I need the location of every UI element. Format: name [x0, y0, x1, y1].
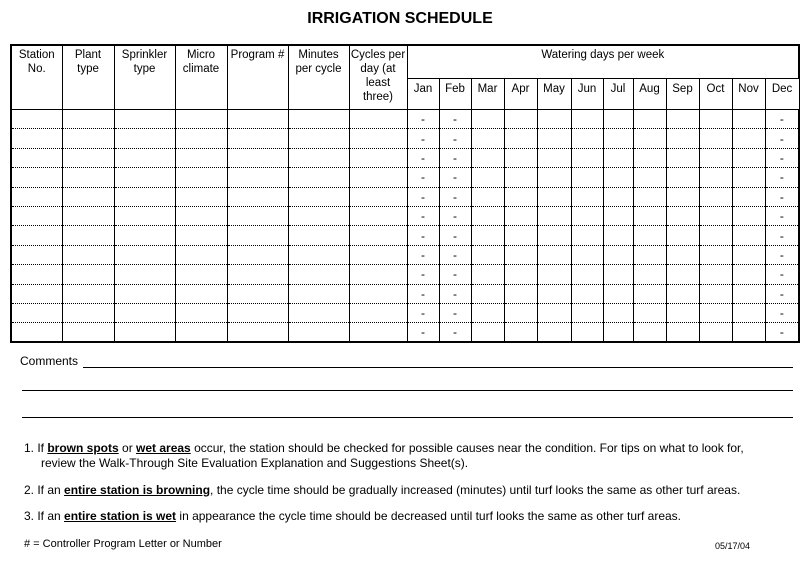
cell-jul[interactable]	[603, 110, 633, 129]
cell-cycles[interactable]	[349, 245, 407, 264]
irrigation-schedule-table	[10, 44, 800, 343]
cell-micro-climate[interactable]	[175, 265, 227, 284]
cell-apr[interactable]	[504, 226, 537, 245]
cell-mar[interactable]	[471, 265, 504, 284]
cell-aug[interactable]	[633, 265, 666, 284]
cell-aug[interactable]	[633, 110, 666, 129]
cell-apr[interactable]	[504, 187, 537, 206]
cell-dec[interactable]: -	[765, 148, 799, 167]
note-1-line-2: review the Walk-Through Site Evaluation Explanation and Suggestions Sheet(s).	[41, 456, 469, 470]
note-1-rest: occur, the station should be checked for possible causes near the condition. For tips on what to look for,	[190, 441, 744, 455]
cell-oct[interactable]	[699, 110, 732, 129]
cell-apr[interactable]	[504, 265, 537, 284]
cell-plant-type[interactable]	[62, 187, 114, 206]
cell-plant-type[interactable]	[62, 323, 114, 342]
note-2-rest: , the cycle time should be gradually increased (minutes) until turf looks the same as other turf areas.	[210, 483, 741, 497]
cell-feb[interactable]: -	[439, 303, 471, 322]
cell-aug[interactable]	[633, 284, 666, 303]
cell-plant-type[interactable]	[62, 168, 114, 187]
cell-may[interactable]	[537, 303, 571, 322]
cell-jun[interactable]	[571, 187, 603, 206]
cell-program[interactable]	[227, 148, 288, 167]
cell-program[interactable]	[227, 129, 288, 148]
cell-program[interactable]	[227, 323, 288, 342]
cell-minutes[interactable]	[288, 110, 349, 129]
cell-mar[interactable]	[471, 303, 504, 322]
comments-line-1[interactable]	[83, 367, 793, 368]
cell-apr[interactable]	[504, 129, 537, 148]
cell-mar[interactable]	[471, 284, 504, 303]
cell-jan[interactable]: -	[407, 187, 439, 206]
cell-may[interactable]	[537, 187, 571, 206]
note-1-wet-areas: wet areas	[136, 441, 191, 455]
cell-oct[interactable]	[699, 206, 732, 225]
cell-sprinkler-type[interactable]	[114, 245, 175, 264]
cell-may[interactable]	[537, 284, 571, 303]
cell-minutes[interactable]	[288, 187, 349, 206]
revision-date: 05/17/04	[715, 541, 751, 551]
cell-oct[interactable]	[699, 168, 732, 187]
cell-jun[interactable]	[571, 284, 603, 303]
cell-sep[interactable]	[666, 129, 699, 148]
cell-station[interactable]	[11, 303, 62, 322]
cell-dec[interactable]: -	[765, 187, 799, 206]
cell-cycles[interactable]	[349, 226, 407, 245]
cell-micro-climate[interactable]	[175, 323, 227, 342]
cell-apr[interactable]	[504, 323, 537, 342]
cell-sprinkler-type[interactable]	[114, 168, 175, 187]
cell-mar[interactable]	[471, 187, 504, 206]
cell-jun[interactable]	[571, 148, 603, 167]
cell-dec[interactable]: -	[765, 323, 799, 342]
cell-program[interactable]	[227, 206, 288, 225]
cell-cycles[interactable]	[349, 323, 407, 342]
cell-micro-climate[interactable]	[175, 110, 227, 129]
cell-dec[interactable]: -	[765, 206, 799, 225]
header-month-aug: Aug	[633, 79, 666, 110]
cell-cycles[interactable]	[349, 168, 407, 187]
cell-nov[interactable]	[732, 187, 765, 206]
cell-jan[interactable]: -	[407, 168, 439, 187]
cell-nov[interactable]	[732, 265, 765, 284]
header-month-dec: Dec	[765, 79, 799, 110]
header-month-nov: Nov	[732, 79, 765, 110]
cell-jan[interactable]: -	[407, 226, 439, 245]
cell-sep[interactable]	[666, 265, 699, 284]
cell-aug[interactable]	[633, 187, 666, 206]
header-month-sep: Sep	[666, 79, 699, 110]
table-row	[11, 323, 799, 342]
cell-sprinkler-type[interactable]	[114, 226, 175, 245]
cell-nov[interactable]	[732, 206, 765, 225]
cell-apr[interactable]	[504, 168, 537, 187]
cell-jan[interactable]: -	[407, 284, 439, 303]
cell-cycles[interactable]	[349, 110, 407, 129]
table-row	[11, 129, 799, 148]
cell-aug[interactable]	[633, 129, 666, 148]
cell-mar[interactable]	[471, 110, 504, 129]
cell-nov[interactable]	[732, 323, 765, 342]
cell-sep[interactable]	[666, 323, 699, 342]
table-row	[11, 187, 799, 206]
cell-may[interactable]	[537, 168, 571, 187]
cell-cycles[interactable]	[349, 129, 407, 148]
note-2-prefix: 2. If an	[24, 483, 65, 497]
cell-mar[interactable]	[471, 323, 504, 342]
header-minutes-per-cycle: Minutes per cycle	[288, 45, 349, 110]
cell-oct[interactable]	[699, 265, 732, 284]
cell-plant-type[interactable]	[62, 206, 114, 225]
cell-oct[interactable]	[699, 303, 732, 322]
cell-minutes[interactable]	[288, 206, 349, 225]
cell-oct[interactable]	[699, 245, 732, 264]
cell-jun[interactable]	[571, 303, 603, 322]
cell-plant-type[interactable]	[62, 110, 114, 129]
cell-station[interactable]	[11, 187, 62, 206]
cell-station[interactable]	[11, 265, 62, 284]
cell-sep[interactable]	[666, 148, 699, 167]
cell-jul[interactable]	[603, 148, 633, 167]
cell-aug[interactable]	[633, 303, 666, 322]
cell-minutes[interactable]	[288, 168, 349, 187]
cell-jul[interactable]	[603, 129, 633, 148]
cell-sep[interactable]	[666, 110, 699, 129]
header-month-jun: Jun	[571, 79, 603, 110]
cell-may[interactable]	[537, 245, 571, 264]
cell-jun[interactable]	[571, 323, 603, 342]
table-row	[11, 168, 799, 187]
cell-jul[interactable]	[603, 284, 633, 303]
cell-feb[interactable]: -	[439, 323, 471, 342]
header-month-jul: Jul	[603, 79, 633, 110]
cell-minutes[interactable]	[288, 284, 349, 303]
cell-jul[interactable]	[603, 323, 633, 342]
cell-aug[interactable]	[633, 206, 666, 225]
header-month-feb: Feb	[439, 79, 471, 110]
cell-micro-climate[interactable]	[175, 226, 227, 245]
cell-plant-type[interactable]	[62, 284, 114, 303]
cell-sep[interactable]	[666, 245, 699, 264]
note-2	[24, 483, 794, 498]
note-2-entire-station-browning: entire station is browning	[64, 483, 211, 497]
cell-dec[interactable]: -	[765, 284, 799, 303]
comments-label: Comments	[20, 354, 79, 368]
cell-sep[interactable]	[666, 168, 699, 187]
cell-cycles[interactable]	[349, 206, 407, 225]
cell-jul[interactable]	[603, 303, 633, 322]
cell-jul[interactable]	[603, 206, 633, 225]
cell-jun[interactable]	[571, 129, 603, 148]
cell-jan[interactable]: -	[407, 245, 439, 264]
cell-oct[interactable]	[699, 148, 732, 167]
cell-cycles[interactable]	[349, 284, 407, 303]
cell-cycles[interactable]	[349, 303, 407, 322]
table-row	[11, 303, 799, 322]
table-row	[11, 265, 799, 284]
cell-minutes[interactable]	[288, 129, 349, 148]
cell-cycles[interactable]	[349, 187, 407, 206]
cell-mar[interactable]	[471, 226, 504, 245]
cell-nov[interactable]	[732, 148, 765, 167]
cell-program[interactable]	[227, 187, 288, 206]
cell-station[interactable]	[11, 323, 62, 342]
cell-may[interactable]	[537, 148, 571, 167]
cell-apr[interactable]	[504, 110, 537, 129]
cell-feb[interactable]: -	[439, 226, 471, 245]
cell-jun[interactable]	[571, 206, 603, 225]
note-1-or: or	[118, 441, 137, 455]
cell-program[interactable]	[227, 110, 288, 129]
header-month-apr: Apr	[504, 79, 537, 110]
cell-plant-type[interactable]	[62, 265, 114, 284]
cell-jul[interactable]	[603, 265, 633, 284]
note-1	[24, 441, 794, 471]
cell-nov[interactable]	[732, 226, 765, 245]
cell-sep[interactable]	[666, 226, 699, 245]
cell-aug[interactable]	[633, 148, 666, 167]
cell-dec[interactable]: -	[765, 168, 799, 187]
cell-cycles[interactable]	[349, 265, 407, 284]
page-title: IRRIGATION SCHEDULE	[307, 10, 493, 27]
table-row	[11, 284, 799, 303]
cell-dec[interactable]: -	[765, 226, 799, 245]
cell-feb[interactable]: -	[439, 148, 471, 167]
cell-nov[interactable]	[732, 168, 765, 187]
header-micro-climate: Micro climate	[175, 45, 227, 110]
cell-sep[interactable]	[666, 206, 699, 225]
note-3-entire-station-wet: entire station is wet	[64, 509, 177, 523]
cell-jan[interactable]: -	[407, 110, 439, 129]
cell-aug[interactable]	[633, 226, 666, 245]
cell-micro-climate[interactable]	[175, 129, 227, 148]
cell-plant-type[interactable]	[62, 303, 114, 322]
cell-station[interactable]	[11, 129, 62, 148]
cell-micro-climate[interactable]	[175, 206, 227, 225]
cell-oct[interactable]	[699, 284, 732, 303]
cell-aug[interactable]	[633, 168, 666, 187]
cell-feb[interactable]: -	[439, 129, 471, 148]
cell-oct[interactable]	[699, 323, 732, 342]
note-3-rest: in appearance the cycle time should be decreased until turf looks the same as other turf areas.	[176, 509, 682, 523]
cell-apr[interactable]	[504, 206, 537, 225]
cell-jun[interactable]	[571, 265, 603, 284]
note-1-brown-spots: brown spots	[47, 441, 119, 455]
cell-station[interactable]	[11, 110, 62, 129]
cell-may[interactable]	[537, 206, 571, 225]
cell-may[interactable]	[537, 323, 571, 342]
cell-mar[interactable]	[471, 245, 504, 264]
cell-sprinkler-type[interactable]	[114, 187, 175, 206]
cell-micro-climate[interactable]	[175, 303, 227, 322]
cell-mar[interactable]	[471, 148, 504, 167]
note-3-prefix: 3. If an	[24, 509, 65, 523]
cell-sep[interactable]	[666, 303, 699, 322]
header-month-mar: Mar	[471, 79, 504, 110]
cell-apr[interactable]	[504, 245, 537, 264]
note-1-prefix: 1. If	[24, 441, 48, 455]
cell-jun[interactable]	[571, 110, 603, 129]
cell-minutes[interactable]	[288, 303, 349, 322]
cell-sprinkler-type[interactable]	[114, 303, 175, 322]
cell-aug[interactable]	[633, 245, 666, 264]
cell-jan[interactable]: -	[407, 323, 439, 342]
cell-sprinkler-type[interactable]	[114, 206, 175, 225]
cell-jul[interactable]	[603, 168, 633, 187]
cell-mar[interactable]	[471, 206, 504, 225]
header-month-may: May	[537, 79, 571, 110]
cell-micro-climate[interactable]	[175, 284, 227, 303]
cell-feb[interactable]: -	[439, 206, 471, 225]
cell-sprinkler-type[interactable]	[114, 110, 175, 129]
cell-station[interactable]	[11, 148, 62, 167]
cell-dec[interactable]: -	[765, 303, 799, 322]
cell-dec[interactable]: -	[765, 245, 799, 264]
cell-micro-climate[interactable]	[175, 168, 227, 187]
cell-jan[interactable]: -	[407, 303, 439, 322]
cell-micro-climate[interactable]	[175, 148, 227, 167]
cell-sep[interactable]	[666, 187, 699, 206]
cell-dec[interactable]: -	[765, 129, 799, 148]
cell-apr[interactable]	[504, 284, 537, 303]
header-program: Program #	[227, 45, 288, 110]
cell-apr[interactable]	[504, 148, 537, 167]
cell-program[interactable]	[227, 303, 288, 322]
cell-may[interactable]	[537, 265, 571, 284]
cell-nov[interactable]	[732, 129, 765, 148]
cell-station[interactable]	[11, 206, 62, 225]
cell-jul[interactable]	[603, 187, 633, 206]
cell-feb[interactable]: -	[439, 110, 471, 129]
cell-jul[interactable]	[603, 245, 633, 264]
cell-jan[interactable]: -	[407, 206, 439, 225]
cell-station[interactable]	[11, 226, 62, 245]
cell-feb[interactable]: -	[439, 168, 471, 187]
cell-nov[interactable]	[732, 245, 765, 264]
cell-jun[interactable]	[571, 226, 603, 245]
cell-nov[interactable]	[732, 303, 765, 322]
cell-sprinkler-type[interactable]	[114, 148, 175, 167]
cell-jun[interactable]	[571, 245, 603, 264]
cell-may[interactable]	[537, 226, 571, 245]
cell-mar[interactable]	[471, 168, 504, 187]
cell-sep[interactable]	[666, 284, 699, 303]
cell-jun[interactable]	[571, 168, 603, 187]
cell-may[interactable]	[537, 129, 571, 148]
cell-station[interactable]	[11, 284, 62, 303]
header-cycles-per-day: Cycles per day (at least three)	[349, 45, 407, 110]
table-row	[11, 148, 799, 167]
table-row	[11, 226, 799, 245]
header-station: Station No.	[11, 45, 62, 110]
cell-program[interactable]	[227, 168, 288, 187]
program-legend: # = Controller Program Letter or Number	[24, 538, 222, 550]
cell-apr[interactable]	[504, 303, 537, 322]
cell-may[interactable]	[537, 110, 571, 129]
cell-micro-climate[interactable]	[175, 187, 227, 206]
cell-minutes[interactable]	[288, 245, 349, 264]
cell-program[interactable]	[227, 245, 288, 264]
cell-minutes[interactable]	[288, 148, 349, 167]
cell-station[interactable]	[11, 245, 62, 264]
cell-plant-type[interactable]	[62, 129, 114, 148]
table-row	[11, 110, 799, 129]
cell-minutes[interactable]	[288, 323, 349, 342]
cell-cycles[interactable]	[349, 148, 407, 167]
cell-station[interactable]	[11, 168, 62, 187]
table-row	[11, 206, 799, 225]
cell-minutes[interactable]	[288, 226, 349, 245]
cell-micro-climate[interactable]	[175, 245, 227, 264]
cell-minutes[interactable]	[288, 265, 349, 284]
cell-sprinkler-type[interactable]	[114, 265, 175, 284]
cell-nov[interactable]	[732, 110, 765, 129]
cell-jan[interactable]: -	[407, 148, 439, 167]
cell-feb[interactable]: -	[439, 265, 471, 284]
cell-program[interactable]	[227, 284, 288, 303]
cell-program[interactable]	[227, 265, 288, 284]
comments-line-3[interactable]	[22, 417, 793, 418]
note-3	[24, 509, 794, 524]
header-month-oct: Oct	[699, 79, 732, 110]
cell-feb[interactable]: -	[439, 187, 471, 206]
cell-plant-type[interactable]	[62, 226, 114, 245]
cell-aug[interactable]	[633, 323, 666, 342]
cell-dec[interactable]: -	[765, 110, 799, 129]
cell-oct[interactable]	[699, 129, 732, 148]
cell-jan[interactable]: -	[407, 129, 439, 148]
cell-jan[interactable]: -	[407, 265, 439, 284]
cell-jul[interactable]	[603, 226, 633, 245]
cell-nov[interactable]	[732, 284, 765, 303]
cell-plant-type[interactable]	[62, 148, 114, 167]
table-row	[11, 245, 799, 264]
cell-dec[interactable]: -	[765, 265, 799, 284]
header-month-jan: Jan	[407, 79, 439, 110]
cell-sprinkler-type[interactable]	[114, 284, 175, 303]
cell-oct[interactable]	[699, 226, 732, 245]
header-watering-days: Watering days per week	[407, 45, 799, 79]
cell-feb[interactable]: -	[439, 245, 471, 264]
cell-mar[interactable]	[471, 129, 504, 148]
header-sprinkler-type: Sprinkler type	[114, 45, 175, 110]
cell-oct[interactable]	[699, 187, 732, 206]
cell-feb[interactable]: -	[439, 284, 471, 303]
comments-line-2[interactable]	[22, 390, 793, 391]
cell-program[interactable]	[227, 226, 288, 245]
header-plant-type: Plant type	[62, 45, 114, 110]
cell-sprinkler-type[interactable]	[114, 323, 175, 342]
cell-plant-type[interactable]	[62, 245, 114, 264]
cell-sprinkler-type[interactable]	[114, 129, 175, 148]
